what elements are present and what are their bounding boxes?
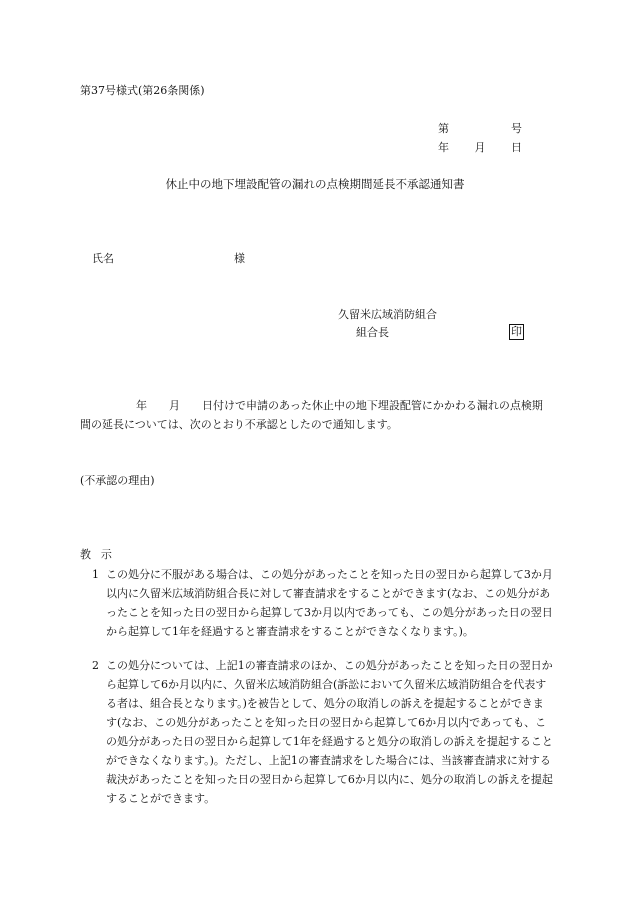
document-number-prefix: 第 <box>438 122 449 135</box>
reason-heading: (不承認の理由) <box>80 474 155 487</box>
addressee-label: 氏名 <box>92 252 114 265</box>
addressee-honorific: 様 <box>234 252 245 265</box>
issuer-chief <box>356 324 524 340</box>
issuer-organization: 久留米広域消防組合 <box>338 308 437 321</box>
document-date <box>438 139 522 155</box>
instruction-item-text: この処分については、上記1の審査請求のほか、この処分があったことを知った日の翌日から起算して6か月以内に、久留米広域消防組合(訴訟において久留米広域消防組合を代表する者は、組合長となります。)を被告として、処分の取消しの訴えを提起することができます(なお、この処分があったことを知った日の翌日から起算して6か月以内であっても、この処分があった日の翌日から起算して1年を経過すると処分の取消しの訴えを提起することができなくなります。)。ただし、上記1の審査請求をした場合には、当該審査請求に対する裁決があったことを知った日の翌日から起算して6か月以内に、処分の取消しの訴えを提起することができます。 <box>106 659 553 805</box>
notice-year: 年 <box>136 399 147 412</box>
instruction-item-number: 1 <box>92 568 99 581</box>
date-month: 月 <box>474 141 486 154</box>
instruction-item <box>92 565 554 641</box>
instruction-item-number: 2 <box>92 659 99 672</box>
issuer-chief-title: 組合長 <box>356 326 389 339</box>
addressee <box>92 250 245 266</box>
seal-mark: 印 <box>511 325 522 338</box>
instruction-item <box>92 656 554 808</box>
date-year: 年 <box>438 141 449 154</box>
form-number: 第37号様式(第26条関係) <box>80 84 205 97</box>
instruction-item-text: この処分に不服がある場合は、この処分があったことを知った日の翌日から起算して3か月以内に久留米広域消防組合長に対して審査請求をすることができます(なお、この処分があったことを知った日の翌日から起算して3か月以内であっても、この処分があった日の翌日から起算して1年を経過すると審査請求をすることができなくなります。)。 <box>106 568 553 638</box>
document-title: 休止中の地下埋設配管の漏れの点検期間延長不承認通知書 <box>165 177 465 191</box>
date-day: 日 <box>511 141 522 154</box>
document-number <box>438 120 522 136</box>
document-number-suffix: 号 <box>511 122 522 135</box>
notice-month: 月 <box>169 399 180 412</box>
notice-text: 日付けで申請のあった休止中の地下埋設配管にかかわる漏れの点検期間の延長については、次のとおり不承認としたので通知します。 <box>80 399 543 431</box>
instruction-heading: 教示 <box>80 548 122 561</box>
notice-body <box>80 396 550 434</box>
